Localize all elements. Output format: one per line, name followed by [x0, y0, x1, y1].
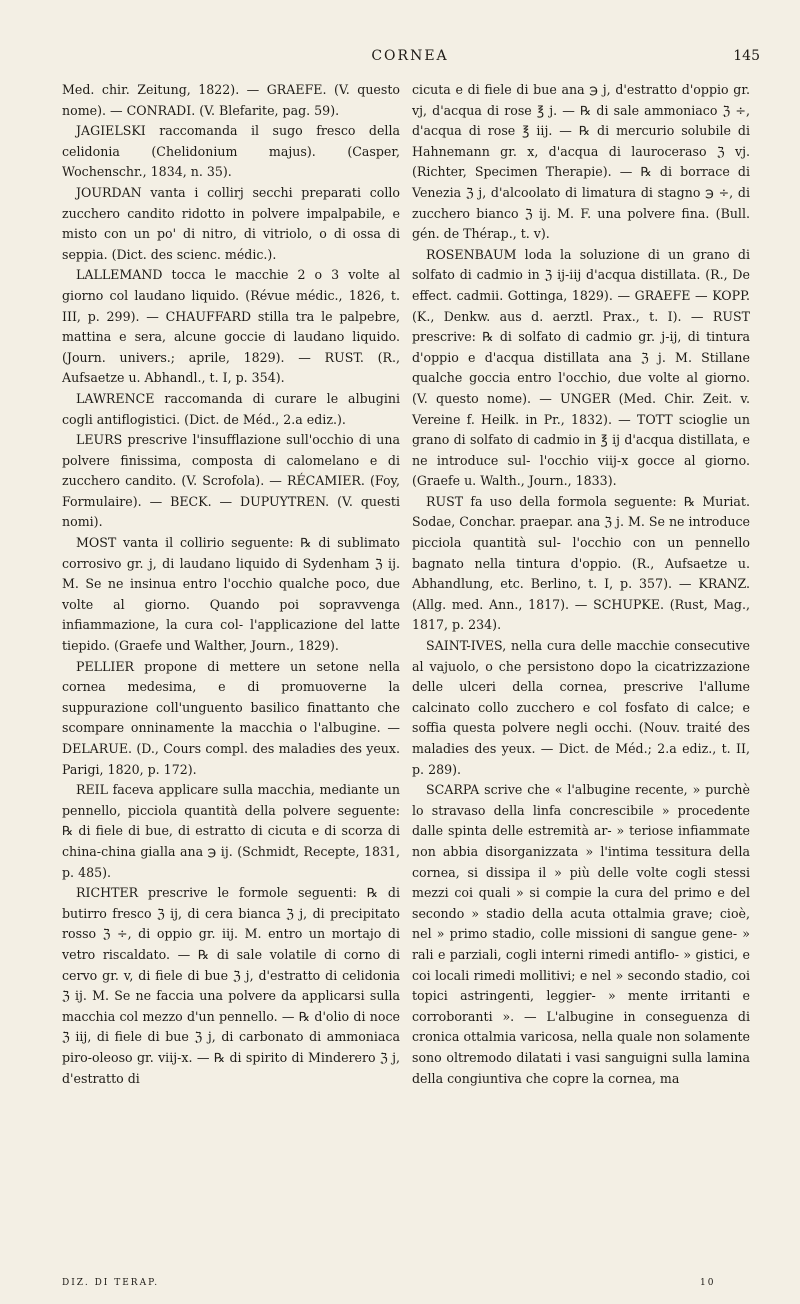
running-head	[60, 48, 760, 68]
paragraph-jagielski: JAGIELSKI raccomanda il sugo fresco della celidonia (Chelidonium majus). (Casper, Wochenschr., 1834, n. 35).	[62, 123, 400, 180]
paragraph-lawrence: LAWRENCE raccomanda di curare le albugini cogli antiflogistici. (Dict. de Méd., 2.a ediz.).	[62, 390, 400, 427]
catchword: 10	[700, 1278, 716, 1288]
page-number: 145	[733, 48, 760, 64]
paragraph-most: MOST vanta il collirio seguente: ℞ di sublimato corrosivo gr. j, di laudano liquido di Sydenham ℨ ij. M. Se ne insinua entro l'occhio qualche poco, due volte al giorno. Quando poi sopravvenga infiammazione, la cura col- l'applicazione del latte tiepido. (Graefe und Walther, Journ., 1829).	[62, 535, 400, 654]
paragraph-scarpa: SCARPA scrive che « l'albugine recente, » purchè lo stravaso della linfa concrescibile » procedente dalle spinta delle estremità ar- » teriose infiammate non abbia disorganizzata » l'intima tessitura della cornea, si dissipa il » più delle volte cogli stessi mezzi coi quali » si compie la cura del primo e del secondo » stadio della acuta ottalmia grave; cioè, nel » primo stadio, colle missioni di sangue gene- » rali e parziali, cogli interni rimedi antiflo- » gistici, e coi locali rimedi mollitivi; e nel » secondo stadio, coi topici astringenti, leggier- » mente irritanti e corroboranti ». — L'albugine in conseguenza di cronica ottalmia varicosa, nella quale non solamente sono oltremodo dilatati i vasi sanguigni sulla lamina della congiuntiva che copre la cornea, ma	[412, 782, 750, 1086]
paragraph-reil: REIL faceva applicare sulla macchia, mediante un pennello, picciola quantità della polvere seguente: ℞ di fiele di bue, di estratto di cicuta e di scorza di china-china gialla ana ℈ ij. (Schmidt, Recepte, 1831, p. 485).	[62, 782, 400, 880]
paragraph-leurs: LEURS prescrive l'insufflazione sull'occhio di una polvere finissima, composta di calomelano e di zucchero candito. (V. Scrofola). — RÉCAMIER. (Foy, Formulaire). — BECK. — DUPUYTREN. (V. questi nomi).	[62, 432, 400, 530]
paragraph-graefe-conradi: Med. chir. Zeitung, 1822). — GRAEFE. (V. questo nome). — CONRADI. (V. Blefarite, pag. 59).	[62, 82, 400, 118]
paragraph-richter-continued: cicuta e di fiele di bue ana ℈ j, d'estratto d'oppio gr. vj, d'acqua di rose ℥ j. — ℞ di sale ammoniaco ℨ ÷, d'acqua di rose ℥ iij. — ℞ di mercurio solubile di Hahnemann gr. x, d'acqua di lauroceraso ℨ vj. (Richter, Specimen Therapie). — ℞ di borrace di Venezia ℨ j, d'alcoolato di limatura di stagno ℈ ÷, di zucchero bianco ℨ ij. M. F. una polvere fina. (Bull. gén. de Thérap., t. v).	[412, 82, 750, 242]
signature-mark: DIZ. DI TERAP.	[62, 1278, 160, 1288]
header-title: CORNEA	[371, 48, 449, 64]
left-column	[62, 80, 400, 1089]
paragraph-rust: RUST fa uso della formola seguente: ℞ Muriat. Sodae, Conchar. praepar. ana ℨ j. M. Se ne introduce picciola quantità sul- l'occhio con un pennello bagnato nella tintura d'oppio. (R., Aufsaetze u. Abhandlung, etc. Berlino, t. I, p. 357). — KRANZ. (Allg. med. Ann., 1817). — SCHUPKE. (Rust, Mag., 1817, p. 234).	[412, 493, 750, 633]
paragraph-saint-ives: SAINT-IVES, nella cura delle macchie consecutive al vajuolo, o che persistono dopo la cicatrizzazione delle ulceri della cornea, prescrive l'allume calcinato collo zucchero e col fosfato di calce; e soffia questa polvere negli occhi. (Nouv. traité des maladies des yeux. — Dict. de Méd.; 2.a ediz., t. II, p. 289).	[412, 638, 750, 777]
paragraph-pellier: PELLIER propone di mettere un setone nella cornea medesima, e di promuoverne la suppurazione coll'unguento basilico finattanto che scompare onninamente la macchia o l'albugine. — DELARUE. (D., Cours compl. des maladies des yeux. Parigi, 1820, p. 172).	[62, 658, 400, 777]
paragraph-rosenbaum: ROSENBAUM loda la soluzione di un grano di solfato di cadmio in ℨ ij-iij d'acqua distillata. (R., De effect. cadmii. Gottinga, 1829). — GRAEFE — KOPP. (K., Denkw. aus d. aerztl. Prax., t. I). — RUST prescrive: ℞ di solfato di cadmio gr. j-ij, di tintura d'oppio e d'acqua distillata ana ℨ j. M. Stillane qualche goccia entro l'occhio, due volte al giorno. (V. questo nome). — UNGER (Med. Chir. Zeit. v. Vereine f. Heilk. in Pr., 1832). — TOTT scioglie un grano di solfato di cadmio in ℥ ij d'acqua distillata, e ne introduce sul- l'occhio viij-x gocce al giorno. (Graefe u. Walth., Journ., 1833).	[412, 246, 750, 489]
paragraph-jourdan: JOURDAN vanta i collirj secchi preparati collo zucchero candito ridotto in polvere impalpabile, e misto con un po' di nitro, di vitriolo, o di ossa di seppia. (Dict. des scienc. médic.).	[62, 184, 400, 262]
paragraph-richter: RICHTER prescrive le formole seguenti: ℞ di butirro fresco ℨ ij, di cera bianca ℨ j, di precipitato rosso ℨ ÷, di oppio gr. iij. M. entro un mortajo di vetro riscaldato. — ℞ di sale volatile di corno di cervo gr. v, di fiele di bue ℨ j, d'estratto di celidonia ℨ ij. M. Se ne faccia una polvere da applicarsi sulla macchia col mezzo d'un pennello. — ℞ d'olio di noce ℨ iij, di fiele di bue ℨ j, di carbonato di ammoniaca piro-oleoso gr. viij-x. — ℞ di spirito di Minderero ℨ j, d'estratto di	[62, 885, 400, 1086]
right-column	[412, 80, 750, 1089]
paragraph-lallemand: LALLEMAND tocca le macchie 2 o 3 volte al giorno col laudano liquido. (Révue médic., 1826, t. III, p. 299). — CHAUFFARD stilla tra le palpebre, mattina e sera, alcune goccie di laudano liquido. (Journ. univers.; aprile, 1829). — RUST. (R., Aufsaetze u. Abhandl., t. I, p. 354).	[62, 267, 400, 386]
